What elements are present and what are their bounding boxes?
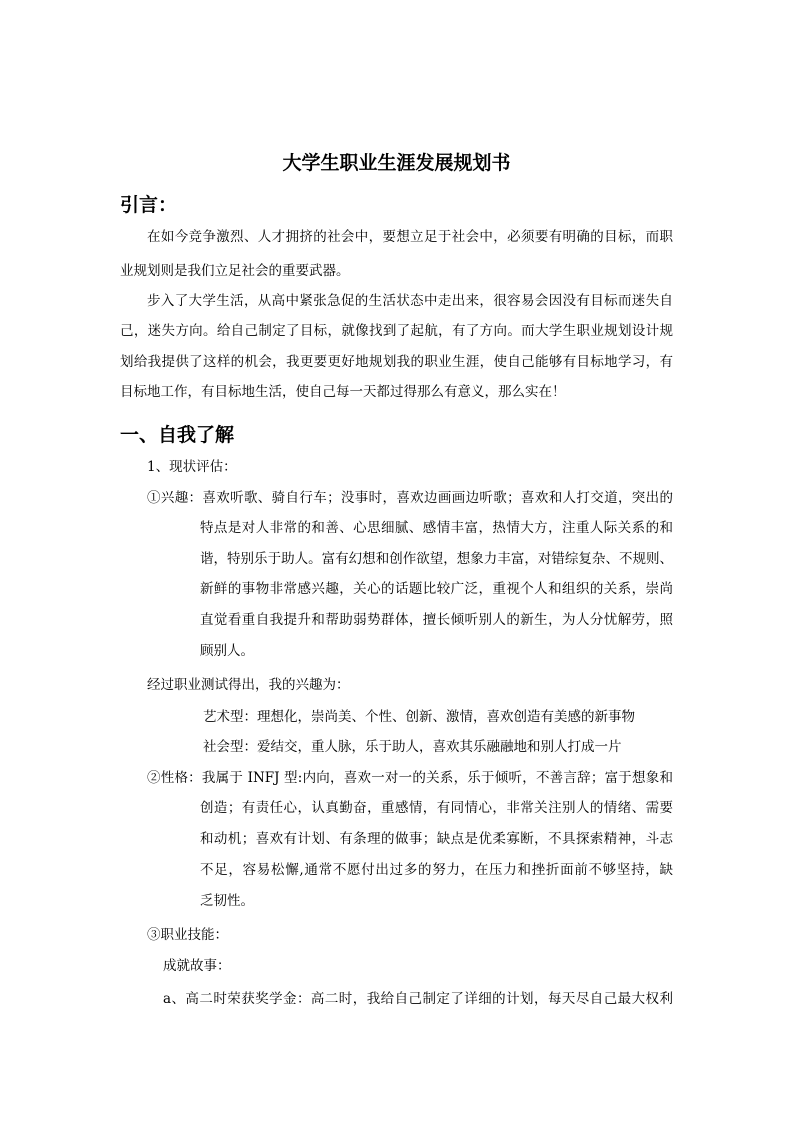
test-intro: 经过职业测试得出，我的兴趣为： bbox=[147, 677, 350, 693]
interest-line: 顾别人。 bbox=[200, 643, 254, 659]
paragraph-line: 己，迷失方向。给自己制定了目标，就像找到了起航，有了方向。而大学生职业规划设计规 bbox=[120, 323, 673, 339]
paragraph-line: 目标地工作，有目标地生活，使自己每一天都过得那么有意义，那么实在！ bbox=[120, 384, 566, 400]
paragraph-line: 步入了大学生活，从高中紧张急促的生活状态中走出来，很容易会因没有目标而迷失自 bbox=[147, 293, 673, 309]
personality-line: 和动机；喜欢有计划、有条理的做事；缺点是优柔寡断，不具探索精神，斗志 bbox=[200, 831, 673, 847]
document-title: 大学生职业生涯发展规划书 bbox=[282, 152, 511, 174]
personality-line: 不足，容易松懈,通常不愿付出过多的努力，在压力和挫折面前不够坚持，缺 bbox=[200, 862, 673, 878]
paragraph-line: 在如今竞争激烈、人才拥挤的社会中，要想立足于社会中，必须要有明确的目标，而职 bbox=[147, 229, 673, 245]
section1-heading: 一、自我了解 bbox=[120, 424, 235, 446]
subsection-label: 1、现状评估： bbox=[147, 459, 237, 475]
interest-line: 谐，特别乐于助人。富有幻想和创作欲望，想象力丰富，对错综复杂、不规则、 bbox=[200, 551, 673, 567]
personality-line: ②性格：我属于 INFJ 型:内向，喜欢一对一的关系，乐于倾听，不善言辞；富于想象和 bbox=[147, 770, 673, 786]
interest-type-social: 社会型：爱结交，重人脉，乐于助人，喜欢其乐融融地和别人打成一片 bbox=[203, 739, 622, 755]
paragraph-line: 划给我提供了这样的机会，我更要更好地规划我的职业生涯，使自己能够有目标地学习，有 bbox=[120, 354, 673, 370]
interest-line: 特点是对人非常的和善、心思细腻、感情丰富，热情大方，注重人际关系的和 bbox=[200, 520, 673, 536]
story-heading: 成就故事： bbox=[163, 958, 231, 974]
interest-line: 直觉看重自我提升和帮助弱势群体，擅长倾听别人的新生，为人分忧解劳，照 bbox=[200, 612, 673, 628]
skills-heading: ③职业技能： bbox=[147, 927, 228, 943]
personality-line: 乏韧性。 bbox=[200, 893, 254, 909]
personality-line: 创造；有责任心，认真勤奋，重感情，有同情心，非常关注别人的情绪、需要 bbox=[200, 800, 673, 816]
interest-line: 新鲜的事物非常感兴趣，关心的话题比较广泛，重视个人和组织的关系，崇尚 bbox=[200, 581, 673, 597]
intro-heading: 引言： bbox=[120, 194, 178, 216]
paragraph-line: 业规划则是我们立足社会的重要武器。 bbox=[120, 263, 350, 279]
interest-line: ①兴趣：喜欢听歌、骑自行车；没事时，喜欢边画画边听歌；喜欢和人打交道，突出的 bbox=[147, 490, 673, 506]
interest-type-art: 艺术型：理想化，崇尚美、个性、创新、激情，喜欢创造有美感的新事物 bbox=[203, 709, 635, 725]
story-line: a、高二时荣获奖学金：高二时，我给自己制定了详细的计划，每天尽自己最大权利 bbox=[163, 991, 673, 1007]
